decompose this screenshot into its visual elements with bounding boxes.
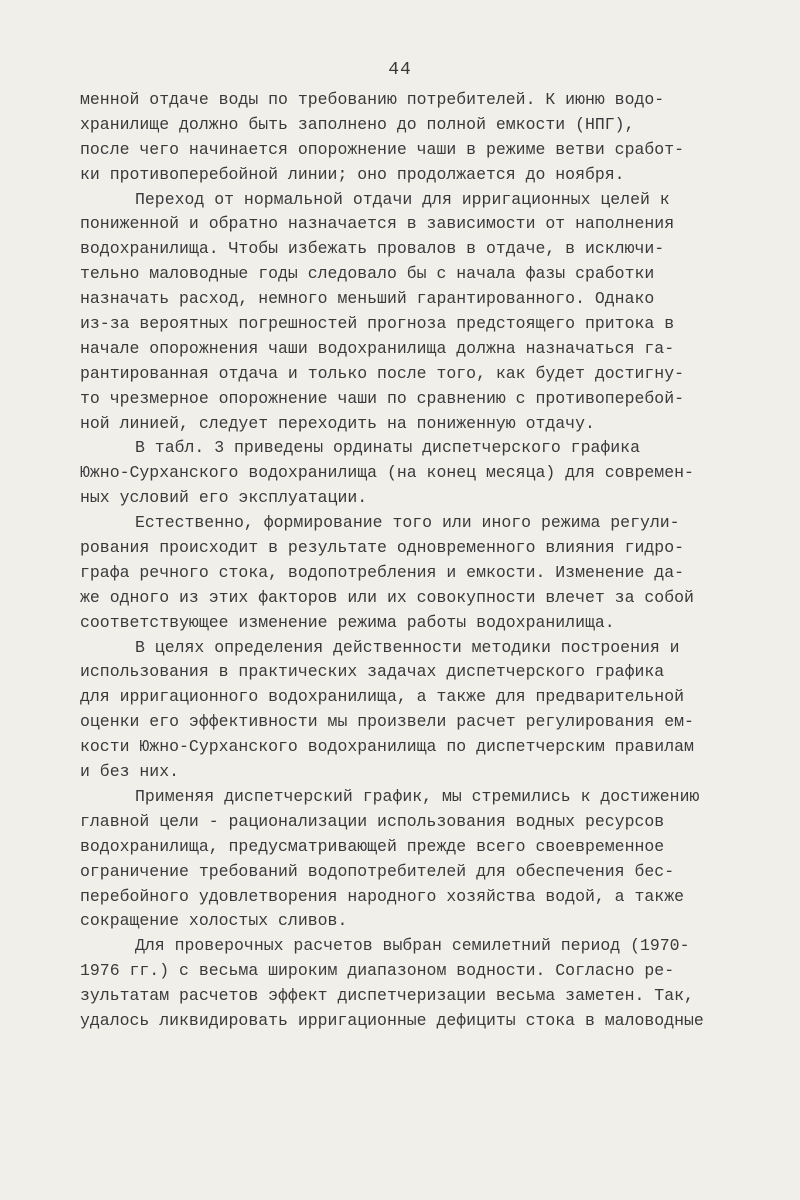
text-line: водохранилища. Чтобы избежать провалов в отдаче, в исключи- — [80, 239, 665, 259]
text-line: сокращение холостых сливов. — [80, 911, 348, 931]
text-line: использования в практических задачах диспетчерского графика — [80, 662, 665, 682]
text-line: водохранилища, предусматривающей прежде всего своевременное — [80, 836, 665, 856]
text-line: ной линией, следует переходить на пониженную отдачу. — [80, 413, 595, 433]
text-line: графа речного стока, водопотребления и емкости. Изменение да- — [80, 562, 684, 582]
text-line: из-за вероятных погрешностей прогноза предстоящего притока в — [80, 314, 675, 334]
body-text — [80, 88, 740, 1034]
text-line: Естественно, формирование того или иного режима регули- — [135, 513, 680, 533]
text-line: начале опорожнения чаши водохранилища должна назначаться га- — [80, 338, 675, 358]
text-line: кости Южно-Сурханского водохранилища по диспетчерским правилам — [80, 737, 694, 757]
text-line: рования происходит в результате одновременного влияния гидро- — [80, 538, 684, 558]
text-line: В табл. 3 приведены ординаты диспетчерского графика — [135, 438, 640, 458]
text-line: Переход от нормальной отдачи для ирригационных целей к — [135, 189, 670, 209]
page-number: 44 — [388, 60, 412, 80]
text-line: ки противоперебойной линии; оно продолжается до ноября. — [80, 164, 625, 184]
text-line: для ирригационного водохранилища, а также для предварительной — [80, 687, 684, 707]
text-line: 1976 гг.) с весьма широким диапазоном водности. Согласно ре- — [80, 961, 675, 981]
text-line: ограничение требований водопотребителей для обеспечения бес- — [80, 861, 675, 881]
text-line: перебойного удовлетворения народного хозяйства водой, а также — [80, 886, 684, 906]
text-line: удалось ликвидировать ирригационные дефициты стока в маловодные — [80, 1010, 704, 1030]
text-line: хранилище должно быть заполнено до полной емкости (НПГ), — [80, 114, 635, 134]
text-line: В целях определения действенности методики построения и — [135, 637, 680, 657]
text-line: и без них. — [80, 762, 180, 782]
text-line: тельно маловодные годы следовало бы с начала фазы сработки — [80, 264, 655, 284]
text-line: рантированная отдача и только после того, как будет достигну- — [80, 363, 684, 383]
text-line: то чрезмерное опорожнение чаши по сравнению с противоперебой- — [80, 388, 684, 408]
text-line: после чего начинается опорожнение чаши в режиме ветви сработ- — [80, 139, 684, 159]
text-line: же одного из этих факторов или их совокупности влечет за собой — [80, 587, 694, 607]
text-line: Применяя диспетчерский график, мы стремились к достижению — [135, 786, 700, 806]
text-line: соответствующее изменение режима работы водохранилища. — [80, 612, 615, 632]
text-line: зультатам расчетов эффект диспетчеризации весьма заметен. Так, — [80, 986, 694, 1006]
text-line: Южно-Сурханского водохранилища (на конец месяца) для современ- — [80, 463, 694, 483]
text-line: оценки его эффективности мы произвели расчет регулирования ем- — [80, 712, 694, 732]
text-line: менной отдаче воды по требованию потребителей. К июню водо- — [80, 90, 665, 109]
text-line: главной цели - рационализации использования водных ресурсов — [80, 811, 665, 831]
text-line: пониженной и обратно назначается в зависимости от наполнения — [80, 214, 675, 234]
text-line: ных условий его эксплуатации. — [80, 488, 368, 508]
text-line: назначать расход, немного меньший гарантированного. Однако — [80, 289, 655, 309]
text-line: Для проверочных расчетов выбран семилетний период (1970- — [135, 936, 690, 956]
